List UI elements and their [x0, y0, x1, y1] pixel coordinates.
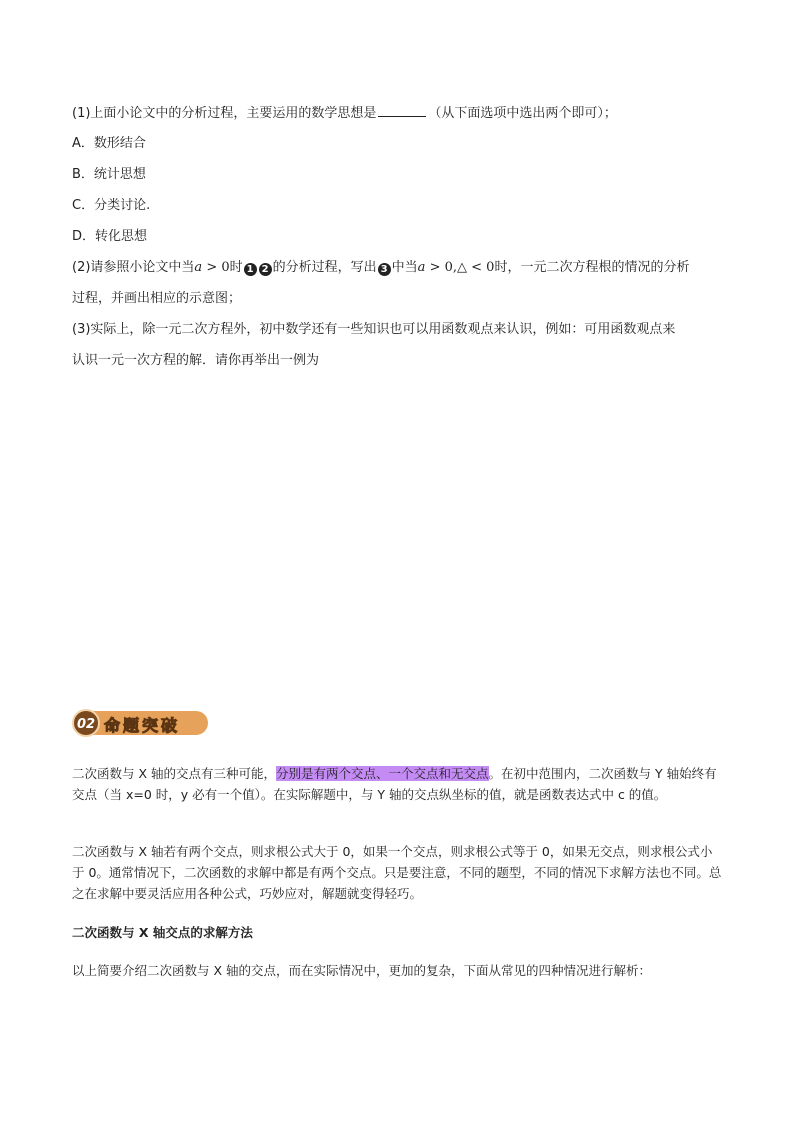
question-3-line-2: 认识一元一次方程的解．请你再举出一例为 — [72, 353, 320, 368]
question-1-suffix: （从下面选项中选出两个即可）； — [428, 106, 617, 121]
option-a: A．数形结合 — [72, 136, 146, 151]
banner-number: 02 — [72, 709, 100, 737]
question-2-text-2: 时 — [229, 260, 243, 275]
math-var-a: a — [194, 260, 203, 275]
section-heading: 二次函数与 X 轴交点的求解方法 — [72, 925, 253, 940]
question-2-text-4: 中当 — [391, 260, 418, 275]
question-3-line-1: (3)实际上，除一元二次方程外，初中数学还有一些知识也可以用函数观点来认识，例如：可用函数观点来 — [72, 322, 676, 337]
paragraph-1 — [72, 763, 724, 805]
option-b: B．统计思想 — [72, 167, 146, 182]
banner-title: 命题突破 — [104, 716, 181, 735]
question-2-text-5: 时，一元二次方程根的情况的分析 — [494, 260, 690, 275]
math-var-a-2: a — [417, 260, 426, 275]
question-2-line-1 — [72, 259, 689, 277]
paragraph-3: 以上简要介绍二次函数与 X 轴的交点，而在实际情况中，更加的复杂，下面从常见的四种情况进行解析： — [72, 963, 652, 978]
paragraph-1-text-before: 二次函数与 X 轴的交点有三种可能， — [72, 766, 277, 781]
paragraph-2: 二次函数与 X 轴若有两个交点，则求根公式大于 0，如果一个交点，则求根公式等于 0，如果无交点，则求根公式小于 0。通常情况下，二次函数的求解中都是有两个交点。只是要注意，不同的题型，不同的情况下求解方法也不同。总之在求解中要灵活应用各种公式，巧妙应对，解题就变得轻巧。 — [72, 844, 722, 901]
option-d: D．转化思想 — [72, 229, 148, 244]
circled-number-1: 1 — [244, 263, 257, 276]
answer-blank — [378, 104, 426, 117]
section-banner — [72, 706, 212, 740]
circled-number-2: 2 — [259, 263, 272, 276]
math-condition-2: > 0,△ < 0 — [425, 260, 495, 275]
paragraph-1-text-after: 。在初中范围内，二次函数与 Y 轴始终有交点（当 x=0 时，y 必有一个值）。在实际解题中，与 Y 轴的交点纵坐标的值，就是函数表达式中 c 的值。 — [72, 766, 717, 802]
math-condition-1: > 0 — [202, 260, 230, 275]
highlighted-text: 分别是有两个交点、一个交点和无交点 — [276, 766, 489, 781]
option-c: C．分类讨论. — [72, 198, 151, 213]
question-2-line-2: 过程，并画出相应的示意图； — [72, 291, 242, 306]
question-2-text-1: (2)请参照小论文中当 — [72, 260, 195, 275]
question-2-text-3: 的分析过程，写出 — [272, 260, 377, 275]
question-1-prefix: (1)上面小论文中的分析过程，主要运用的数学思想是 — [72, 106, 377, 121]
question-1 — [72, 104, 617, 123]
circled-number-3: 3 — [378, 263, 391, 276]
